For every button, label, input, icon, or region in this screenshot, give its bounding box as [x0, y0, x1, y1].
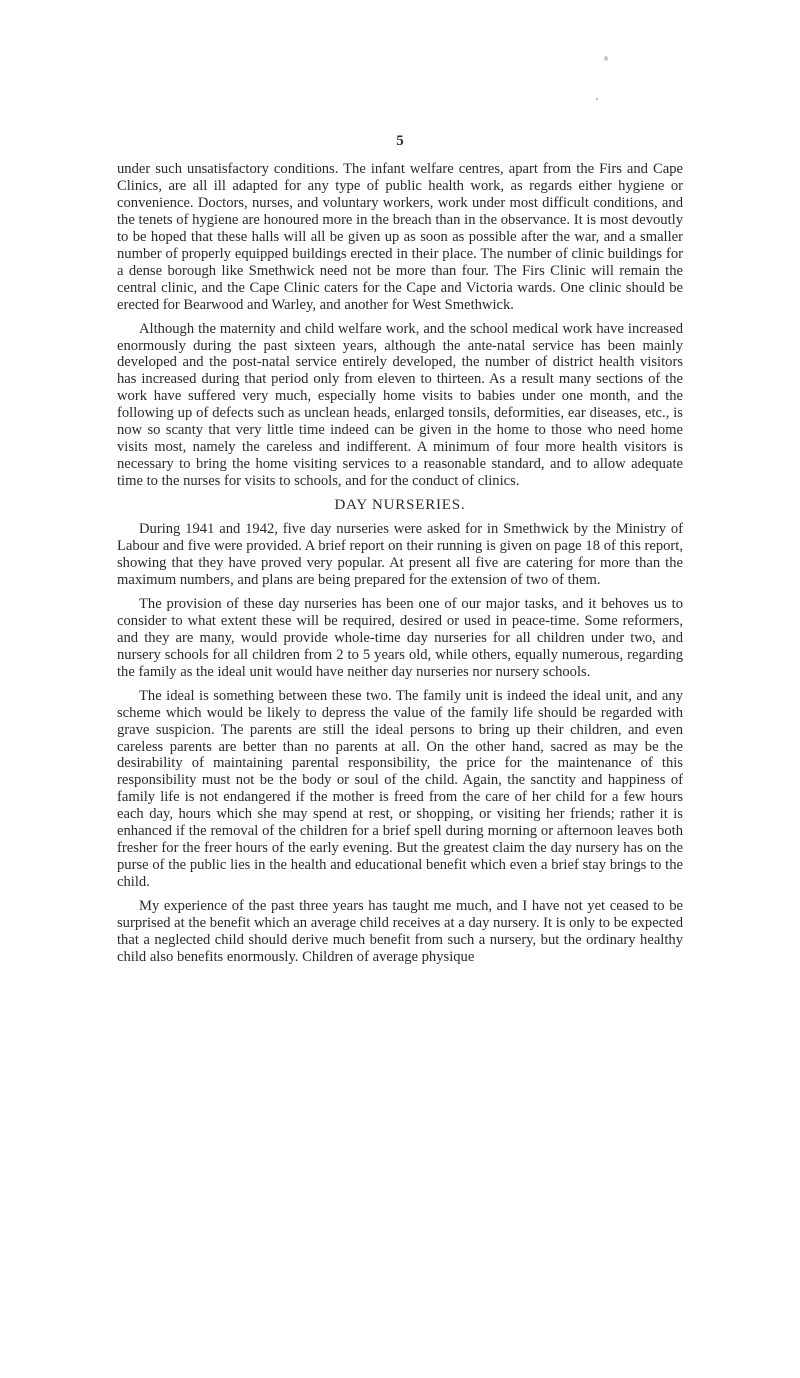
paragraph-experience: My experience of the past three years has taught me much, and I have not yet ceased to be surprised at the benefit which an average child receives at a day nursery. It is only to be expected that a neglected child should derive much benefit from such a nursery, but the ordinary healthy child also benefits enormously. Children of average physique — [117, 898, 683, 965]
paragraph-nurseries-provided: During 1941 and 1942, five day nurseries were asked for in Smethwick by the Ministry of Labour and five were provided. A brief report on their running is given on page 18 of this report, showing that they have proved very popular. At present all five are catering for more than the maximum numbers, and plans are being prepared for the extension of two of them. — [117, 521, 683, 588]
section-heading-day-nurseries: DAY NURSERIES. — [334, 497, 466, 514]
paragraph-nurseries-peacetime: The provision of these day nurseries has been one of our major tasks, and it behoves us to consider to what extent these will be required, desired or used in peace-time. Some reformers, and they are many, would provide whole-time day nurseries for all children under two, and nursery schools for all children from 2 to 5 years old, while others, equally numerous, regarding the family as the ideal unit would have neither day nurseries nor nursery schools. — [117, 595, 683, 680]
scan-speck — [596, 98, 598, 100]
scan-speck — [604, 56, 608, 61]
paragraph-health-visitors: Although the maternity and child welfare work, and the school medical work have increased enormously during the past sixteen years, although the ante-natal service has been mainly developed and the post-natal service entirely developed, the number of district health visitors has increased during that period only from eleven to thirteen. As a result many sections of the work have suffered very much, especially home visits to babies under one month, and the following up of defects such as unclean heads, enlarged tonsils, deformities, ear diseases, etc., is now so scanty that very little time indeed can be given in the home to those who need home visits most, namely the careless and indifferent. A minimum of four more health visitors is necessary to bring the home visiting services to a reasonable standard, and to allow adequate time to the nurses for visits to schools, and for the conduct of clinics. — [117, 320, 683, 490]
paragraph-family-unit: The ideal is something between these two. The family unit is indeed the ideal unit, and any scheme which would be likely to depress the value of the family life should be regarded with grave suspicion. The parents are still the ideal persons to bring up their children, and even careless parents are better than no parents at all. On the other hand, sacred as may be the desirability of maintaining parental responsibility, the price for the maintenance of this responsibility must not be the body or soul of the child. Again, the sanctity and happiness of family life is not endangered if the mother is freed from the care of her child for a few hours each day, hours which she may spend at rest, or shopping, or visiting her friends; rather it is enhanced if the removal of the children for a brief spell during morning or afternoon leaves both fresher for the freer hours of the early evening. But the greatest claim the day nursery has on the purse of the public lies in the health and educational benefit which even a brief stay brings to the child. — [117, 687, 683, 891]
paragraph-clinic-buildings: under such unsatisfactory conditions. The infant welfare centres, apart from the Firs and Cape Clinics, are all ill adapted for any type of public health work, as regards either hygiene or convenience. Doctors, nurses, and voluntary workers, work under most difficult conditions, and the tenets of hygiene are honoured more in the breach than in the observance. It is most devoutly to be hoped that these halls will all be given up as soon as possible after the war, and a smaller number of properly equipped buildings erected in their place. The number of clinic buildings for a dense borough like Smethwick need not be more than four. The Firs Clinic will remain the central clinic, and the Cape Clinic caters for the Cape and Victoria wards. One clinic should be erected for Bearwood and Warley, and another for West Smethwick. — [117, 161, 683, 313]
page-number: 5 — [396, 133, 404, 149]
body-text — [117, 161, 683, 973]
